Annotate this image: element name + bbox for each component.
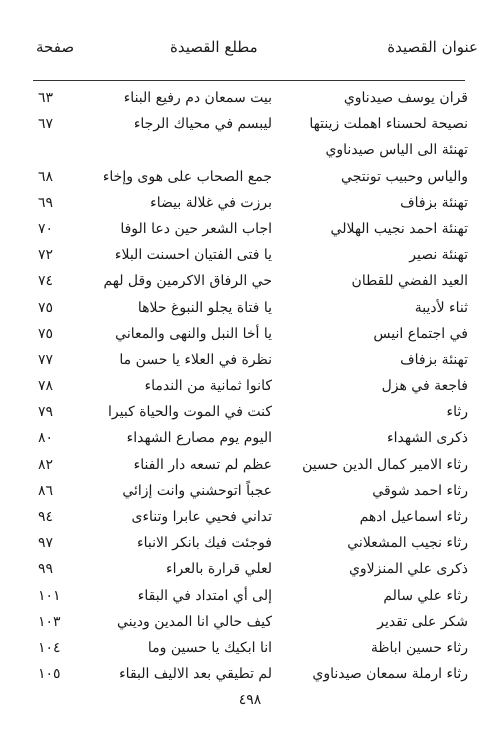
poem-opening-line: كانوا ثمانية من الندماء <box>144 378 272 395</box>
toc-row <box>0 190 500 216</box>
poem-title: رثاء نجيب المشعلاني <box>347 535 468 552</box>
poem-opening-line: يا فتاة يجلو النبوغ حلاها <box>137 299 272 316</box>
page-number: ١٠٣ <box>38 613 61 630</box>
page-number: ٨٦ <box>38 482 54 499</box>
page-number: ٧٩ <box>38 404 54 421</box>
toc-row <box>0 373 500 399</box>
page-number: ٨٠ <box>38 430 54 447</box>
poem-opening-line: تداني فحيي عابرا وتناءى <box>131 509 272 525</box>
poem-title: رثاء الامير كمال الدين حسين <box>302 456 468 473</box>
toc-row <box>0 321 500 347</box>
poem-title: تهنئة نصير <box>409 247 468 264</box>
toc-row <box>0 661 500 687</box>
poem-title: فاجعة في هزل <box>381 378 468 395</box>
poem-title: شكر على تقدير <box>377 613 468 630</box>
poem-opening-line: ليبسم في محياك الرجاء <box>133 116 272 133</box>
page-number: ٦٩ <box>38 194 54 211</box>
poem-title: رثاء ارملة سمعان صيدناوي <box>312 666 468 683</box>
toc-row <box>0 452 500 478</box>
header-page-number: صفحة <box>36 38 75 56</box>
toc-row <box>0 583 500 609</box>
poem-title: ذكرى الشهداء <box>387 430 468 447</box>
poem-title: العيد الفضي للقطان <box>351 273 468 290</box>
header-poem-title: عنوان القصيدة <box>387 38 478 56</box>
toc-row <box>0 295 500 321</box>
poem-opening-line: حي الرفاق الاكرمين وقل لهم <box>103 273 272 290</box>
poem-opening-line: يا أخا النبل والنهى والمعاني <box>115 325 272 342</box>
toc-row <box>0 347 500 373</box>
toc-row <box>0 504 500 530</box>
toc-row <box>0 164 500 190</box>
poem-opening-line: اجاب الشعر حين دعا الوفا <box>120 220 272 237</box>
page-number: ٦٨ <box>38 168 54 185</box>
poem-opening-line: لم تطيقي بعد الاليف البقاء <box>119 666 272 683</box>
page-number: ٩٤ <box>38 509 54 525</box>
page-folio-number: ٤٩٨ <box>238 692 262 708</box>
header-poem-opening: مطلع القصيدة <box>170 38 258 56</box>
table-header <box>0 38 500 68</box>
poem-opening-line: عجباً اتوحشني وانت إزائي <box>122 482 272 499</box>
page-number: ٩٩ <box>38 561 54 578</box>
poem-title: رثاء احمد شوقي <box>372 482 468 499</box>
toc-row <box>0 425 500 451</box>
poem-title: رثاء حسين اباظة <box>370 639 468 656</box>
toc-row <box>0 242 500 268</box>
page-number: ٨٢ <box>38 456 54 473</box>
page-number: ١٠٥ <box>38 666 61 683</box>
poem-opening-line: جمع الصحاب على هوى وإخاء <box>102 168 272 185</box>
poem-title: قران يوسف صيدناوي <box>343 90 468 106</box>
poem-opening-line: انا ابكيك يا حسين وما <box>147 639 272 656</box>
page-number: ٦٣ <box>38 90 54 106</box>
page-number: ٧٨ <box>38 378 54 395</box>
toc-row <box>0 609 500 635</box>
poem-opening-line: اليوم يوم مصارع الشهداء <box>126 430 272 447</box>
toc-row <box>0 635 500 661</box>
page-number: ١٠٤ <box>38 639 61 656</box>
poem-opening-line: كيف حالي انا المدين وديني <box>116 613 272 630</box>
page-number: ١٠١ <box>38 587 61 604</box>
poem-title: رثاء علي سالم <box>383 587 468 604</box>
poem-opening-line: كنت في الموت والحياة كبيرا <box>108 404 272 421</box>
poem-title: تهنئة الى الياس صيدناوي <box>325 142 468 159</box>
toc-row <box>0 216 500 242</box>
toc-row <box>0 85 500 111</box>
toc-row <box>0 399 500 425</box>
page-number: ٧٤ <box>38 273 54 290</box>
poem-opening-line: نظرة في العلاء يا حسن ما <box>119 351 272 368</box>
poem-title: تهنئة بزفاف <box>400 351 468 368</box>
poem-opening-line: لعلي قرارة بالعراء <box>165 561 272 578</box>
page-number: ٧٧ <box>38 351 54 368</box>
poem-title: تهنئة بزفاف <box>400 194 468 211</box>
poem-title: في اجتماع انيس <box>373 325 468 342</box>
toc-row <box>0 530 500 556</box>
poem-title: رثاء اسماعيل ادهم <box>359 509 468 525</box>
poem-title: تهنئة احمد نجيب الهلالي <box>330 220 468 237</box>
poem-opening-line: عظم لم تسعه دار الفناء <box>133 456 272 473</box>
table-of-contents <box>0 85 500 687</box>
page-number: ٧٥ <box>38 325 54 342</box>
poem-title: والياس وحبيب تونتجي <box>341 168 468 185</box>
poem-opening-line: بيت سمعان دم رفيع البناء <box>123 90 272 106</box>
poem-opening-line: إلى أي امتداد في البقاء <box>137 587 272 604</box>
poem-title: رثاء <box>446 404 468 421</box>
poem-title: نصيحة لحسناء اهملت زينتها <box>309 116 468 133</box>
toc-row <box>0 478 500 504</box>
page-number: ٩٧ <box>38 535 54 552</box>
poem-title: ثناء لأديبة <box>414 299 468 316</box>
toc-row <box>0 268 500 294</box>
poem-title: ذكرى علي المنزلاوي <box>348 561 468 578</box>
toc-row <box>0 111 500 137</box>
page-number: ٧٠ <box>38 220 54 237</box>
page-number: ٦٧ <box>38 116 54 133</box>
page-number: ٧٥ <box>38 299 54 316</box>
toc-row <box>0 137 500 163</box>
poem-opening-line: فوجئت فيك بانكر الانباء <box>137 535 272 552</box>
header-divider <box>33 80 465 81</box>
page-number: ٧٢ <box>38 247 54 264</box>
toc-row <box>0 556 500 582</box>
poem-opening-line: برزت في غلالة بيضاء <box>150 194 272 211</box>
poem-opening-line: يا فتى الفتيان احسنت البلاء <box>114 247 272 264</box>
